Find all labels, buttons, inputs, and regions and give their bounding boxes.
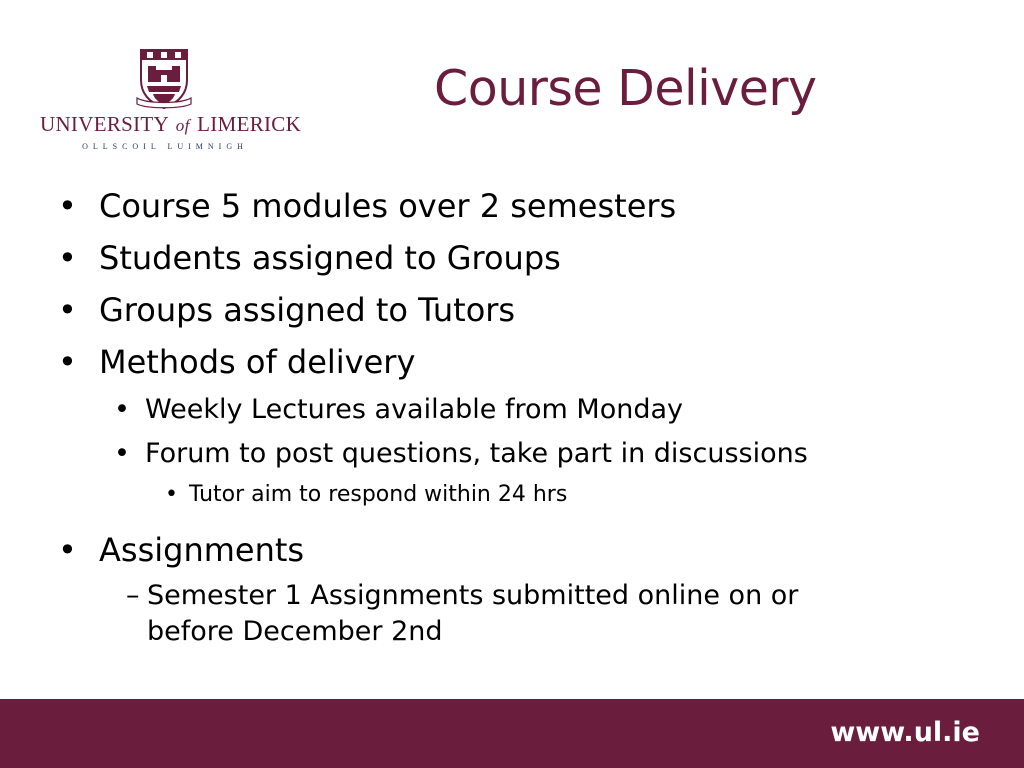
sub-bullet-text: Weekly Lectures available from Monday [145,394,683,425]
sub-bullet-item [58,432,958,476]
bullet-marker: • [58,187,77,225]
university-crest-icon [135,46,193,110]
bullet-text: Methods of delivery [99,343,416,381]
university-name-part1: UNIVERSITY [40,112,169,136]
footer-url[interactable]: www.ul.ie [830,717,980,748]
sub-bullet-text: Forum to post questions, take part in discussions [145,438,808,469]
university-logo [40,42,302,154]
dash-marker: – [126,580,140,611]
bullet-item [58,336,958,388]
bullet-item [58,284,958,336]
bullet-marker: • [58,291,77,329]
bullet-list [58,180,958,650]
bullet-marker: • [58,531,77,569]
bullet-marker: • [58,239,77,277]
sub-sub-bullet-item [58,476,958,514]
dash-text: Semester 1 Assignments submitted online on or before December 2nd [147,580,799,647]
footer-bar [0,699,1024,768]
bullet-marker: • [58,343,77,381]
bullet-item [58,232,958,284]
bullet-marker: • [165,482,178,507]
sub-bullet-item [58,388,958,432]
bullet-marker: • [114,394,130,425]
dash-item [58,578,958,650]
university-name-of: of [175,116,190,135]
bullet-marker: • [114,438,130,469]
bullet-text: Assignments [99,531,305,569]
bullet-item [58,524,958,576]
university-name-part2: LIMERICK [197,112,302,136]
university-name [40,112,302,137]
bullet-text: Groups assigned to Tutors [99,291,516,329]
university-subtitle: OLLSCOIL LUIMNIGH [82,142,248,151]
sub-sub-bullet-text: Tutor aim to respond within 24 hrs [189,482,568,507]
bullet-text: Course 5 modules over 2 semesters [99,187,677,225]
bullet-item [58,180,958,232]
bullet-text: Students assigned to Groups [99,239,561,277]
slide-title: Course Delivery [434,60,817,117]
